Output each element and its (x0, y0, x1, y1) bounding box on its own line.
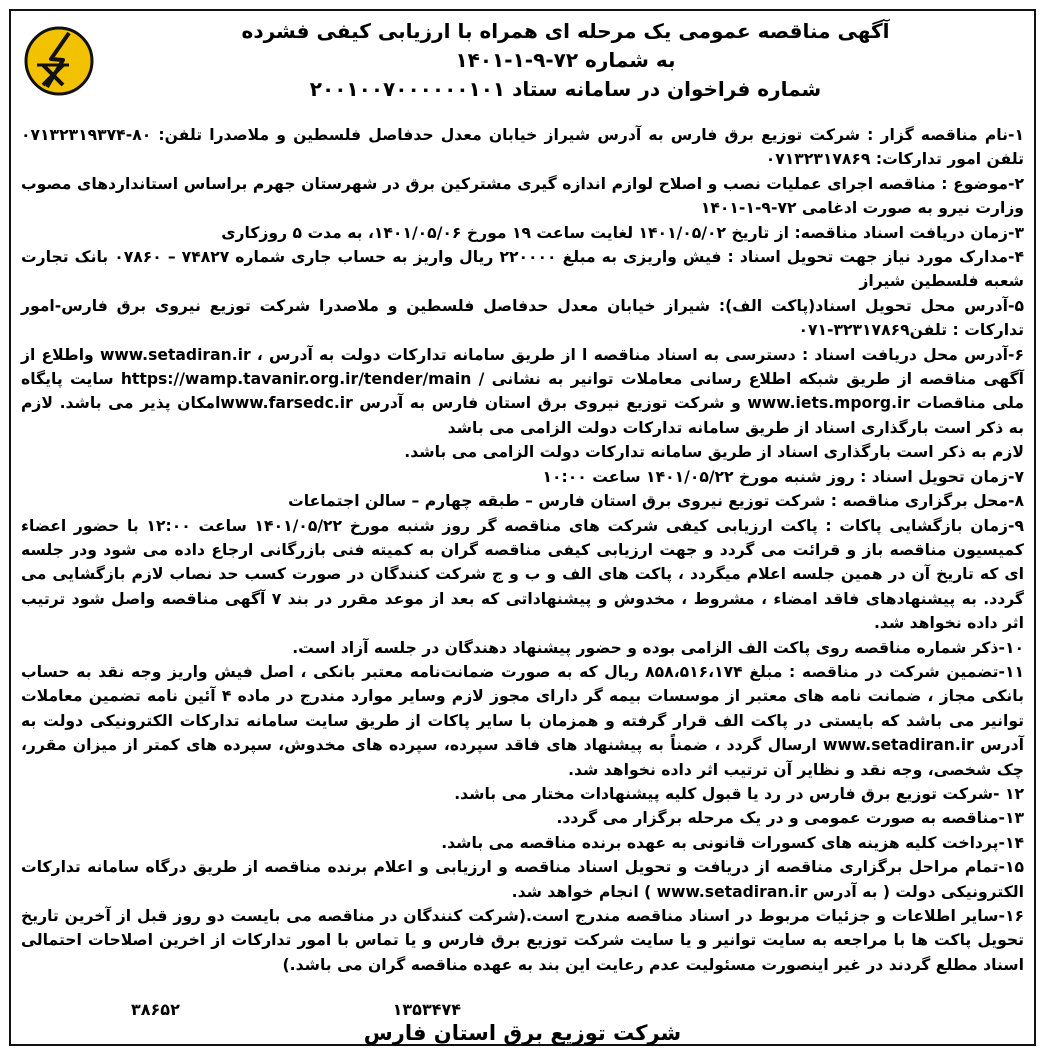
item-tender-venue: ۸-محل برگزاری مناقصه : شرکت توزیع نیروی برق استان فارس – طبقه چهارم – سالن اجتماعات (288, 492, 1024, 511)
item-delivery-address: ۵-آدرس محل تحویل اسناد(پاکت الف): شیراز خیابان معدل حدفاصل فلسطین و ملاصدرا شرکت توزیع نیروی برق فارس-امور تدارکات : تلفن۳۲۳۱۷۸۶۹-۰۷۱ (21, 296, 1024, 340)
item-guarantee: ۱۱-تضمین شرکت در مناقصه : مبلغ ۸۵۸،۵۱۶،۱۷۴ ریال که به صورت ضمانت‌نامه معتبر بانکی ، اصل فیش واریز وجه نقد به حساب بانکی مجاز ، ضمانت نامه های معتبر از موسسات بیمه گر دارای مجوز لازم وسایر موارد مندرج در ماده ۴ آئین نامه تضمین معاملات توانیر می باشد که بایستی در پاکت الف قرار گرفته و همزمان با سایر پاکات از طریق سایت سامانه تدارکات الکترونیکی دولت به آدرس www.setadiran.ir ارسال گردد ، ضمناً به پیشنهاد های فاقد سپرده، سپرده های مخدوش، سپرده های کمتر از میزان مقرر، چک شخصی، وجه نقد و نظایر آن ترتیب اثر داده نخواهد شد. (21, 662, 1025, 779)
item-legal-costs: ۱۴-پرداخت کلیه هزینه های کسورات قانونی به عهده برنده مناقصه می باشد. (441, 833, 1024, 852)
notice-title: آگهی مناقصه عمومی یک مرحله ای همراه با ارزیابی کیفی فشرده (241, 19, 890, 43)
footer-code-right: ۱۳۵۳۴۷۴ (392, 1000, 461, 1019)
footer-codes (131, 1000, 461, 1019)
notice-header (111, 17, 1020, 104)
item-envelope-opening: ۹-زمان بازگشایی پاکات : پاکت ارزیابی کیفی شرکت های مناقصه گر روز شنبه مورخ ۱۴۰۱/۰۵/۲۲ ساعت ۱۲:۰۰ با حضور اعضاء کمیسیون مناقصه باز و قرائت می گردد و جهت ارزیابی کیفی مناقصه گران به کمیته فنی بازرگانی ارجاع داده می شود ودر جلسه ای که تاریخ آن در همین جلسه اعلام میگردد ، پاکت های الف و ب و ج شرکت کنندگان در صورت کسب حد نصاب لازم بازگشایی می گردد. به پیشنهادهای فاقد امضاء ، مشروط ، مخدوش و پیشنهاداتی که بعد از موعد مقرر در بند ۷ آگهی مناقصه واصل شود ترتیب اثر داده نخواهد شد. (21, 516, 1024, 633)
notice-body (21, 123, 1024, 977)
item-subject: ۲-موضوع : مناقصه اجرای عملیات نصب و اصلاح لوازم اندازه گیری مشترکین برق در شهرستان جهرم براساس استانداردهای مصوب وزارت نیرو به صورت ادغامی ۷۲-۹-۱-۱۴۰۱ (21, 174, 1024, 218)
item-tender-number-note: ۱۰-ذکر شماره مناقصه روی پاکت الف الزامی بوده و حضور پیشنهاد دهندگان در جلسه آزاد است. (292, 638, 1024, 657)
item-document-receipt-time: ۳-زمان دریافت اسناد مناقصه: از تاریخ ۱۴۰۱/۰۵/۰۲ لغایت ساعت ۱۹ مورخ ۱۴۰۱/۰۵/۰۶، به مدت ۵ روزکاری (221, 223, 1024, 242)
power-distribution-logo-icon (23, 25, 95, 97)
footer-code-left: ۳۸۶۵۲ (131, 1000, 180, 1019)
item-required-documents: ۴-مدارک مورد نیاز جهت تحویل اسناد : فیش واریزی به مبلغ ۲۲۰۰۰۰ ریال واریز به حساب جاری شماره ۷۴۸۲۷ – ۰۷۸۶۰ بانک تجارت شعبه فلسطین شیراز (21, 248, 1024, 291)
item-rejection-right: ۱۲ -شرکت توزیع برق فارس در رد یا قبول کلیه پیشنهادات مختار می باشد. (454, 784, 1024, 803)
item-document-receipt-place: ۶-آدرس محل دریافت اسناد : دسترسی به اسناد مناقصه ا از طریق سامانه تدارکات دولت به آدرس ، www.setadiran.ir واطلاع از آگهی مناقصه از طریق شبکه اطلاع رسانی معاملات توانیر به نشانی / https://wamp.tavanir.org.ir/tender/main سایت پایگاه ملی مناقصات www.iets.mporg.ir و شرکت توزیع نیروی برق استان فارس به آدرس www.farsedc.irامکان پذیر می باشد. لازم به ذکر است بارگذاری اسناد از طریق سامانه تدارکات دولت الزامی می باشد (21, 345, 1025, 437)
item-tender-type: ۱۳-مناقصه به صورت عمومی و در یک مرحله برگزار می گردد. (556, 809, 1024, 828)
tender-number: به شماره ۷۲-۹-۱-۱۴۰۱ (455, 48, 676, 72)
item-upload-note: لازم به ذکر است بارگذاری اسناد از طریق سامانه تدارکات دولت الزامی می باشد. (404, 443, 1024, 462)
item-process-portal: ۱۵-تمام مراحل برگزاری مناقصه از دریافت و تحویل اسناد مناقصه و ارزیابی و اعلام برنده مناقصه از طریق درگاه سامانه تدارکات الکترونیکی دولت ( به آدرس www.setadiran.ir ) انجام خواهد شد. (21, 858, 1024, 901)
tender-notice (9, 9, 1036, 1046)
item-delivery-time: ۷-زمان تحویل اسناد : روز شنبه مورخ ۱۴۰۱/۰۵/۲۲ ساعت ۱۰:۰۰ (542, 467, 1024, 486)
setad-call-number: شماره فراخوان در سامانه ستاد ۲۰۰۱۰۰۷۰۰۰۰۰۰۱۰۱ (309, 77, 822, 101)
item-tender-organizer: ۱-نام مناقصه گزار : شرکت توزیع برق فارس به آدرس شیراز خیابان معدل حدفاصل فلسطین و ملاصدرا تلفن: ۸۰-۰۷۱۳۲۳۱۹۳۷۴ تلفن امور تدارکات: ۰۷۱۳۲۳۱۷۸۶۹ (21, 126, 1024, 169)
item-other-info: ۱۶-سایر اطلاعات و جزئیات مربوط در اسناد مناقصه مندرج است.(شرکت کنندگان در مناقصه می بایست دو روز قبل از آخرین تاریخ تحویل پاکت ها با مراجعه به سایت توانیر و یا سایت شرکت توزیع برق فارس و یا تماس با امور تدارکات از اخرین اصلاحات احتمالی اسناد مطلع گردند در غیر اینصورت مسئولیت عدم رعایت این بند به عهده مناقصه گران می باشد.) (21, 907, 1024, 974)
footer-company-name: شرکت توزیع برق استان فارس (363, 1021, 682, 1045)
